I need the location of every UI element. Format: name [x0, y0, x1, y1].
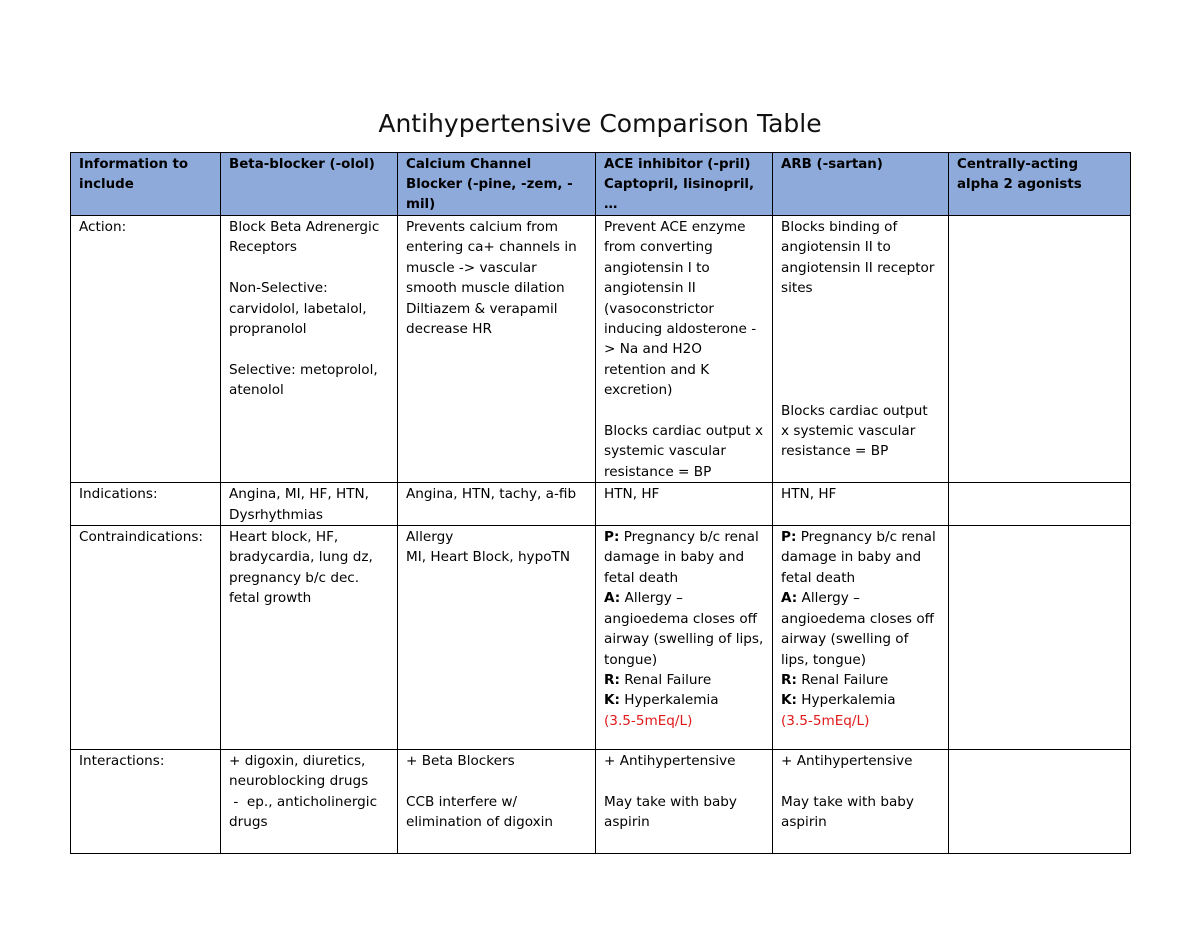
text-line: Prevent ACE enzyme from converting angiotensin I to angiotensin II (vasoconstrictor inducing aldosterone -> Na and H2O retention and K excretion) [604, 219, 757, 399]
cell-inter-arb [773, 750, 949, 854]
text-line: + Antihypertensive [781, 753, 913, 770]
mnemonic-key: A: [781, 590, 798, 607]
comparison-table [70, 152, 1131, 854]
spacer [781, 319, 940, 339]
pragmatic-k [604, 690, 764, 710]
spacer [781, 339, 940, 359]
mnemonic-key: A: [604, 590, 621, 607]
spacer [781, 771, 940, 791]
pragmatic-p [604, 527, 764, 588]
spacer [781, 360, 940, 380]
pragmatic-r [781, 670, 940, 690]
pragmatic-r [604, 670, 764, 690]
mnemonic-text: Allergy – angioedema closes off airway (swelling of lips, tongue) [604, 590, 768, 668]
header-arb: ARB (-sartan) [773, 153, 949, 216]
cell-indications-beta: Angina, MI, HF, HTN, Dysrhythmias [221, 483, 398, 526]
cell-action-ccb [398, 216, 596, 483]
spacer [229, 339, 389, 359]
mnemonic-key: R: [781, 671, 797, 688]
header-beta-blocker: Beta-blocker (-olol) [221, 153, 398, 216]
text-line: + digoxin, diuretics, neuroblocking drugs [229, 753, 370, 790]
text-line: Blocks binding of angiotensin II to angiotensin II receptor sites [781, 219, 939, 297]
text-line: CCB interfere w/ elimination of digoxin [406, 793, 554, 831]
mnemonic-text: Pregnancy b/c renal damage in baby and fetal death [604, 529, 764, 586]
cell-inter-ace [596, 750, 773, 854]
table-row-interactions [71, 750, 1131, 854]
cell-contra-beta: Heart block, HF, bradycardia, lung dz, pregnancy b/c dec. fetal growth [221, 526, 398, 750]
mnemonic-text: Pregnancy b/c renal damage in baby and fetal death [781, 529, 941, 586]
page-title: Antihypertensive Comparison Table [378, 109, 822, 138]
pragmatic-k [781, 690, 940, 710]
mnemonic-text: Renal Failure [796, 671, 889, 688]
cell-inter-beta [221, 750, 398, 854]
text-line: - ep., anticholinergic drugs [229, 793, 382, 831]
mnemonic-key: P: [604, 529, 620, 546]
cell-action-beta [221, 216, 398, 483]
pragmatic-p [781, 527, 940, 588]
text-line: MI, Heart Block, hypoTN [406, 549, 571, 566]
text-line: Selective: metoprolol, atenolol [229, 361, 383, 399]
mnemonic-text: Hyperkalemia [619, 692, 719, 709]
pragmatic-a [781, 588, 940, 670]
mnemonic-key: P: [781, 529, 797, 546]
mnemonic-key: K: [781, 692, 797, 709]
spacer [604, 771, 764, 791]
text-line: Blocks cardiac output x systemic vascular resistance = BP [781, 402, 933, 460]
cell-contra-ccb [398, 526, 596, 750]
cell-action-ace [596, 216, 773, 483]
mnemonic-text: Hyperkalemia [796, 692, 896, 709]
row-label-interactions: Interactions: [71, 750, 221, 854]
cell-action-alpha [949, 216, 1131, 483]
mnemonic-key: R: [604, 671, 620, 688]
text-line: May take with baby aspirin [781, 793, 919, 831]
text-line: + Antihypertensive [604, 753, 736, 770]
cell-indications-alpha [949, 483, 1131, 526]
header-alpha2-agonists: Centrally-acting alpha 2 agonists [949, 153, 1131, 216]
text-line: Prevents calcium from entering ca+ channels in muscle -> vascular smooth muscle dilation [406, 219, 582, 297]
row-label-indications: Indications: [71, 483, 221, 526]
header-info: Information to include [71, 153, 221, 216]
text-line: Blocks cardiac output x systemic vascular resistance = BP [604, 423, 768, 480]
spacer [781, 299, 940, 319]
cell-contra-arb [773, 526, 949, 750]
text-line: Diltiazem & verapamil decrease HR [406, 300, 562, 338]
cell-contra-ace [596, 526, 773, 750]
cell-indications-ccb: Angina, HTN, tachy, a-fib [398, 483, 596, 526]
text-line: Allergy [406, 529, 454, 546]
table-row-action [71, 216, 1131, 483]
pragmatic-a [604, 588, 768, 670]
text-line: Block Beta Adrenergic Receptors [229, 219, 384, 256]
spacer [406, 771, 587, 791]
spacer [781, 380, 940, 400]
potassium-range: (3.5-5mEq/L) [604, 712, 693, 729]
cell-indications-ace: HTN, HF [596, 483, 773, 526]
cell-contra-alpha [949, 526, 1131, 750]
text-line: + Beta Blockers [406, 753, 515, 770]
text-line: May take with baby aspirin [604, 793, 742, 831]
cell-indications-arb: HTN, HF [773, 483, 949, 526]
table-row-contraindications [71, 526, 1131, 750]
cell-inter-ccb [398, 750, 596, 854]
cell-inter-alpha [949, 750, 1131, 854]
row-label-contraindications: Contraindications: [71, 526, 221, 750]
mnemonic-text: Renal Failure [619, 671, 712, 688]
cell-action-arb [773, 216, 949, 483]
header-ace-inhibitor: ACE inhibitor (-pril) Captopril, lisinopril, … [596, 153, 773, 216]
header-ccb: Calcium Channel Blocker (-pine, -zem, -mil) [398, 153, 596, 216]
mnemonic-key: K: [604, 692, 620, 709]
text-line: Non-Selective: carvidolol, labetalol, propranolol [229, 280, 371, 338]
row-label-action: Action: [71, 216, 221, 483]
header-row [71, 153, 1131, 216]
mnemonic-text: Allergy – angioedema closes off airway (swelling of lips, tongue) [781, 590, 939, 668]
potassium-range: (3.5-5mEq/L) [781, 712, 870, 729]
spacer [229, 258, 389, 278]
table-row-indications [71, 483, 1131, 526]
spacer [604, 401, 764, 421]
